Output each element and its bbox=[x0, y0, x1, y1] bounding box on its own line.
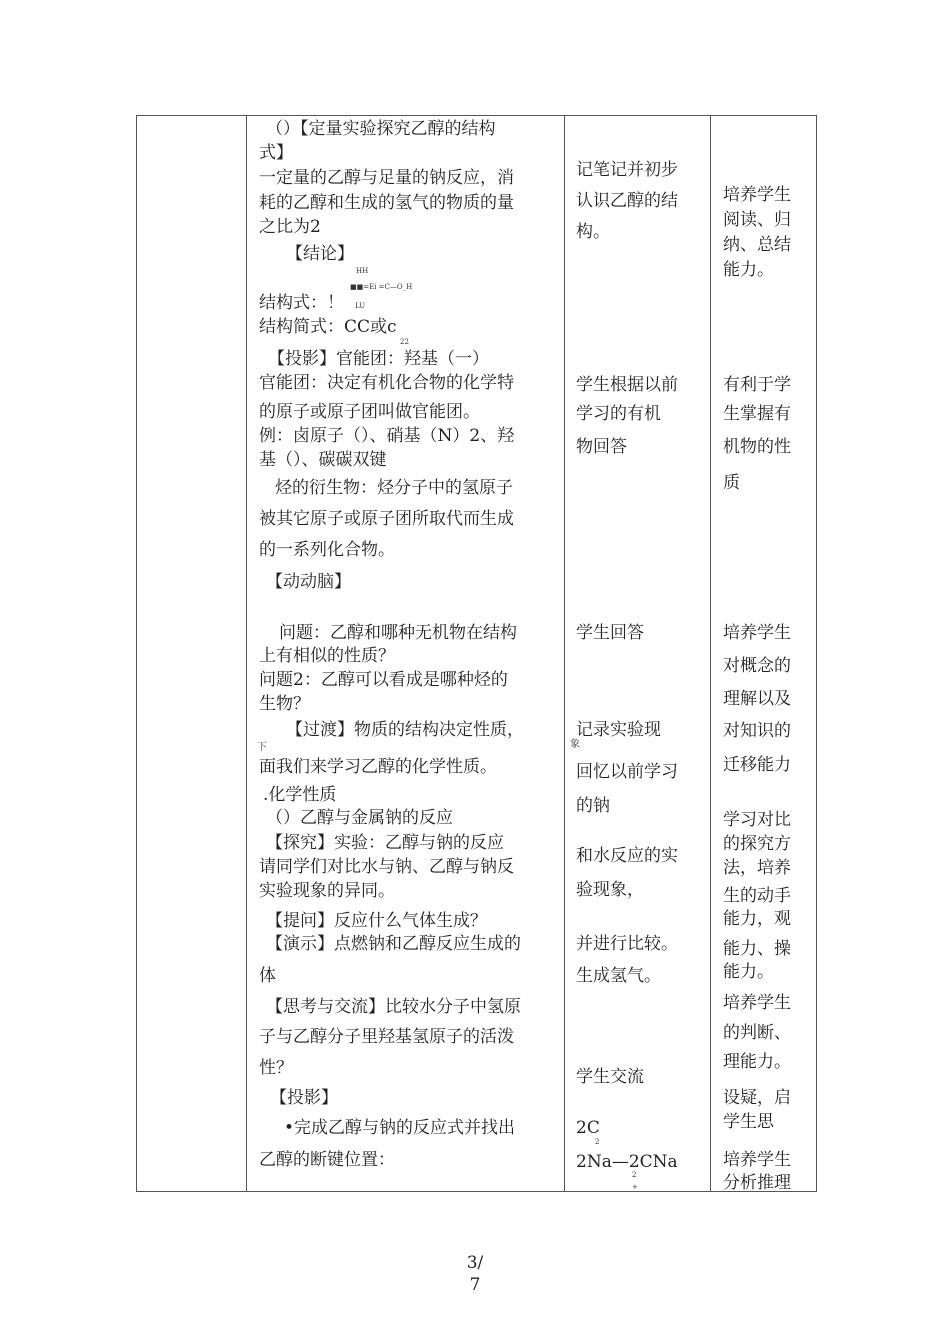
structure-fragment: LU bbox=[355, 302, 366, 310]
text-line: （）乙醇与金属钠的反应 bbox=[266, 808, 453, 828]
text-line: 对概念的 bbox=[723, 656, 791, 676]
text-line: 的原子或原子团叫做官能团。 bbox=[259, 402, 480, 422]
structure-fragment: HH bbox=[356, 267, 369, 275]
text-line: 乙醇的断键位置： bbox=[259, 1150, 395, 1170]
text-line: 上有相似的性质？ bbox=[259, 646, 395, 666]
text-line: 耗的乙醇和生成的氢气的物质的量 bbox=[259, 193, 514, 213]
column-divider bbox=[710, 116, 711, 1191]
text-line: 有利于学 bbox=[723, 375, 791, 395]
text-line: 培养学生 bbox=[723, 993, 791, 1013]
text-line: （）【定量实验探究乙醇的结构 bbox=[266, 119, 496, 139]
text-line: 学生回答 bbox=[576, 623, 644, 643]
text-line: 记笔记并初步 bbox=[576, 160, 678, 180]
text-line: 请同学们对比水与钠、乙醇与钠反 bbox=[259, 857, 514, 877]
subscript: 2 bbox=[632, 1171, 637, 1179]
text-line: 理能力。 bbox=[723, 1052, 791, 1072]
text-line: 认识乙醇的结 bbox=[576, 191, 678, 211]
text-line: 理解以及 bbox=[723, 689, 791, 709]
text-line: 的探究方 bbox=[723, 834, 791, 854]
text-line: 【提问】反应什么气体生成？ bbox=[266, 911, 487, 931]
text-line: 能力。 bbox=[723, 260, 774, 280]
text-line: 面我们来学习乙醇的化学性质。 bbox=[259, 757, 497, 777]
text-line: 生的动手 bbox=[723, 886, 791, 906]
text-line: 学生交流 bbox=[576, 1067, 644, 1087]
column-divider bbox=[564, 116, 565, 1191]
text-line: 能力、操 bbox=[723, 939, 791, 959]
text-line: 能力，观 bbox=[723, 909, 791, 929]
text-line: 分析推理 bbox=[723, 1173, 791, 1193]
text-line: 问题：乙醇和哪种无机物在结构 bbox=[279, 623, 517, 643]
text-line: 【投影】官能团：羟基（一） bbox=[268, 349, 489, 369]
text-line: 阅读、归 bbox=[723, 210, 791, 230]
text-line: 学习的有机 bbox=[576, 404, 661, 424]
text-line: 【动动脑】 bbox=[266, 572, 351, 592]
text-line: 【投影】 bbox=[270, 1088, 338, 1108]
text-line: 培养学生 bbox=[723, 1150, 791, 1170]
text-line: 机物的性 bbox=[723, 437, 791, 457]
text-line: 式】 bbox=[259, 143, 293, 163]
text-line: 学生思 bbox=[723, 1112, 774, 1132]
text-line: 和水反应的实 bbox=[576, 846, 678, 866]
text-line: 体 bbox=[259, 966, 276, 986]
text-line: 例：卤原子（）、硝基（N）2、羟 bbox=[259, 426, 515, 446]
text-line: 对知识的 bbox=[723, 721, 791, 741]
text-line: 回忆以前学习 bbox=[576, 762, 678, 782]
text-line: 记录实验现 bbox=[576, 720, 661, 740]
text-line: 【探究】实验：乙醇与钠的反应 bbox=[266, 833, 504, 853]
text-line: 法，培养 bbox=[723, 858, 791, 878]
subscript: 2 bbox=[595, 1138, 600, 1146]
text-line: .化学性质 bbox=[263, 785, 337, 805]
text-line: 【结论】 bbox=[286, 244, 354, 264]
text-line: 生掌握有 bbox=[723, 404, 791, 424]
text-line: 培养学生 bbox=[723, 623, 791, 643]
text-line: 基（）、碳碳双键 bbox=[259, 450, 387, 470]
text-line: 问题2：乙醇可以看成是哪种烃的 bbox=[259, 670, 508, 690]
text-line: 被其它原子或原子团所取代而生成 bbox=[259, 509, 514, 529]
text-line: 【演示】点燃钠和乙醇反应生成的 bbox=[266, 934, 521, 954]
text-line: 构。 bbox=[576, 222, 610, 242]
text-line: 官能团：决定有机化合物的化学特 bbox=[259, 373, 514, 393]
text-line: 学生根据以前 bbox=[576, 375, 678, 395]
text-line: 设疑，启 bbox=[723, 1088, 791, 1108]
partial-character: 象 bbox=[570, 739, 580, 750]
text-line: 并进行比较。 bbox=[576, 934, 678, 954]
text-line: 生物？ bbox=[259, 694, 310, 714]
text-line: 结构简式：CC或c bbox=[259, 317, 397, 337]
text-line: 一定量的乙醇与足量的钠反应，消 bbox=[259, 168, 514, 188]
text-line: 质 bbox=[723, 473, 740, 493]
text-line: 结构式：！ bbox=[259, 293, 344, 313]
text-line: 烃的衍生物：烃分子中的氢原子 bbox=[275, 478, 513, 498]
text-line: 的一系列化合物。 bbox=[259, 540, 395, 560]
text-line: 生成氢气。 bbox=[576, 966, 661, 986]
text-line: 实验现象的异同。 bbox=[259, 881, 395, 901]
subscript: 22 bbox=[400, 338, 409, 346]
text-line: 验现象， bbox=[576, 880, 644, 900]
text-line: 的判断、 bbox=[723, 1023, 791, 1043]
text-line: 能力。 bbox=[723, 962, 774, 982]
text-line: 纳、总结 bbox=[723, 235, 791, 255]
text-line: 培养学生 bbox=[723, 185, 791, 205]
text-line: 迁移能力 bbox=[723, 755, 791, 775]
page-number: 7 bbox=[469, 1275, 481, 1295]
column-divider bbox=[246, 116, 247, 1191]
text-line: 之比为2 bbox=[259, 217, 321, 237]
text-line: 物回答 bbox=[576, 437, 627, 457]
plus-mark: + bbox=[632, 1183, 638, 1191]
partial-character: 下 bbox=[257, 742, 267, 753]
text-line: 子与乙醇分子里羟基氢原子的活泼 bbox=[259, 1027, 514, 1047]
text-line: 2Na—2CNa bbox=[576, 1152, 678, 1172]
text-line: 【过渡】物质的结构决定性质， bbox=[286, 720, 524, 740]
text-line: 2C bbox=[576, 1118, 600, 1138]
text-line: 【思考与交流】比较水分子中氢原 bbox=[266, 997, 521, 1017]
text-line: 的钠 bbox=[576, 796, 610, 816]
text-line: 学习对比 bbox=[723, 810, 791, 830]
text-line: •完成乙醇与钠的反应式并找出 bbox=[284, 1118, 516, 1138]
page-number: 3/ bbox=[466, 1253, 484, 1273]
structure-fragment: ■■=Ei =C—O_H bbox=[350, 283, 413, 291]
text-line: 性？ bbox=[259, 1058, 293, 1078]
